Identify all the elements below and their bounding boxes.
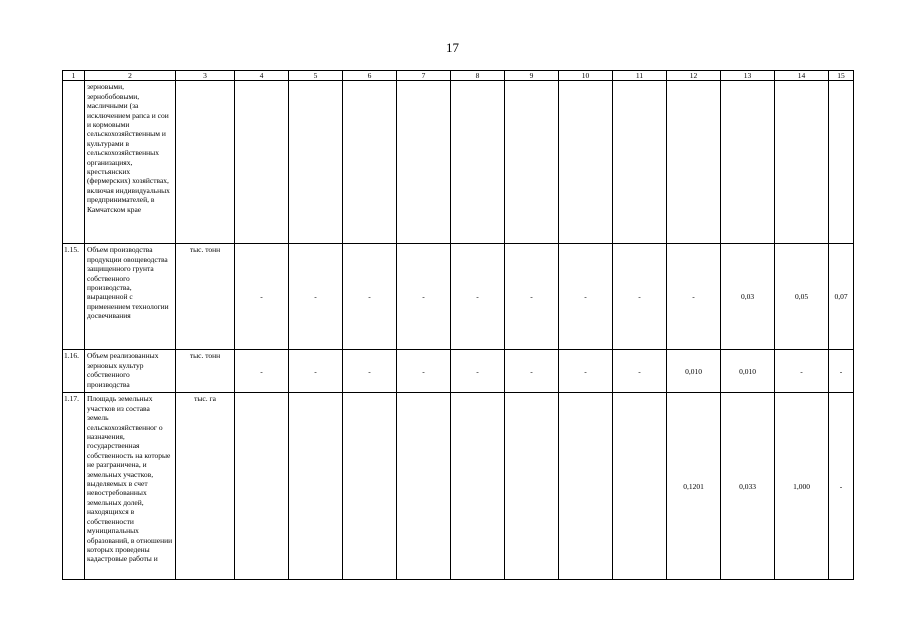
value-cell: - [289, 244, 343, 350]
page-number: 17 [446, 40, 459, 55]
row-number: 1.15. [63, 244, 85, 350]
column-number: 10 [559, 71, 613, 81]
column-number: 12 [667, 71, 721, 81]
value-cell: - [289, 350, 343, 393]
value-cell: - [505, 350, 559, 393]
value-cell: - [775, 350, 829, 393]
column-number: 15 [829, 71, 854, 81]
row-number: 1.16. [63, 350, 85, 393]
value-cell: - [451, 350, 505, 393]
value-cell: 0,05 [775, 244, 829, 350]
column-number: 6 [343, 71, 397, 81]
indicator-name: Объем реализованных зерновых культур собственного производства [85, 350, 176, 393]
indicators-table [62, 70, 854, 580]
indicator-name: Площадь земельных участков из состава земель сельскохозяйственног о назначения, государственная собственность на которые не разграничена, и земельных участков, выделяемых в счет невостребованных земельных долей, находящихся в собственности муниципальных образований, в отношении которых проведены кадастровые работы и [85, 393, 176, 580]
unit-cell: тыс. тонн [176, 350, 235, 393]
value-cell: - [829, 350, 854, 393]
value-cell [235, 81, 289, 244]
value-cell: 0,033 [721, 393, 775, 580]
value-cell: - [397, 244, 451, 350]
value-cell [613, 393, 667, 580]
column-number: 3 [176, 71, 235, 81]
value-cell: 0,010 [667, 350, 721, 393]
value-cell [775, 81, 829, 244]
value-cell [289, 393, 343, 580]
unit-cell: тыс. тонн [176, 244, 235, 350]
table-row [63, 81, 854, 244]
value-cell [451, 393, 505, 580]
indicator-name: Объем производства продукции овощеводства защищенного грунта собственного производства, выращенной с применением технологии досвечивания [85, 244, 176, 350]
table-row [63, 244, 854, 350]
column-number: 13 [721, 71, 775, 81]
value-cell [721, 81, 775, 244]
value-cell: - [559, 244, 613, 350]
unit-cell [176, 81, 235, 244]
column-number: 5 [289, 71, 343, 81]
row-number [63, 81, 85, 244]
value-cell: 1,000 [775, 393, 829, 580]
unit-cell: тыс. га [176, 393, 235, 580]
value-cell [559, 81, 613, 244]
column-number: 11 [613, 71, 667, 81]
value-cell: 0,010 [721, 350, 775, 393]
value-cell: - [235, 244, 289, 350]
column-number: 4 [235, 71, 289, 81]
value-cell: - [613, 244, 667, 350]
value-cell [829, 81, 854, 244]
column-number: 14 [775, 71, 829, 81]
value-cell: - [613, 350, 667, 393]
value-cell [613, 81, 667, 244]
value-cell [343, 393, 397, 580]
column-number: 1 [63, 71, 85, 81]
value-cell [451, 81, 505, 244]
value-cell: 0,07 [829, 244, 854, 350]
value-cell [343, 81, 397, 244]
value-cell: - [829, 393, 854, 580]
value-cell: - [505, 244, 559, 350]
value-cell: - [343, 244, 397, 350]
table-row [63, 350, 854, 393]
value-cell: 0,03 [721, 244, 775, 350]
value-cell [397, 393, 451, 580]
table-row [63, 393, 854, 580]
value-cell [505, 81, 559, 244]
value-cell [559, 393, 613, 580]
value-cell: - [667, 244, 721, 350]
value-cell: - [559, 350, 613, 393]
indicator-name: зерновыми, зернобобовыми, масличными (за исключением рапса и сои и кормовыми сельскохозяйственным и культурами в сельскохозяйственных организациях, крестьянских (фермерских) хозяйствах, включая индивидуальных предпринимателей, в Камчатском крае [85, 81, 176, 244]
value-cell [289, 81, 343, 244]
column-number: 7 [397, 71, 451, 81]
column-number: 2 [85, 71, 176, 81]
value-cell [667, 81, 721, 244]
value-cell: - [343, 350, 397, 393]
column-number: 8 [451, 71, 505, 81]
value-cell [397, 81, 451, 244]
value-cell: 0,1201 [667, 393, 721, 580]
value-cell: - [451, 244, 505, 350]
column-number: 9 [505, 71, 559, 81]
column-number-row [63, 71, 854, 81]
value-cell: - [235, 350, 289, 393]
value-cell: - [397, 350, 451, 393]
value-cell [235, 393, 289, 580]
value-cell [505, 393, 559, 580]
row-number: 1.17. [63, 393, 85, 580]
